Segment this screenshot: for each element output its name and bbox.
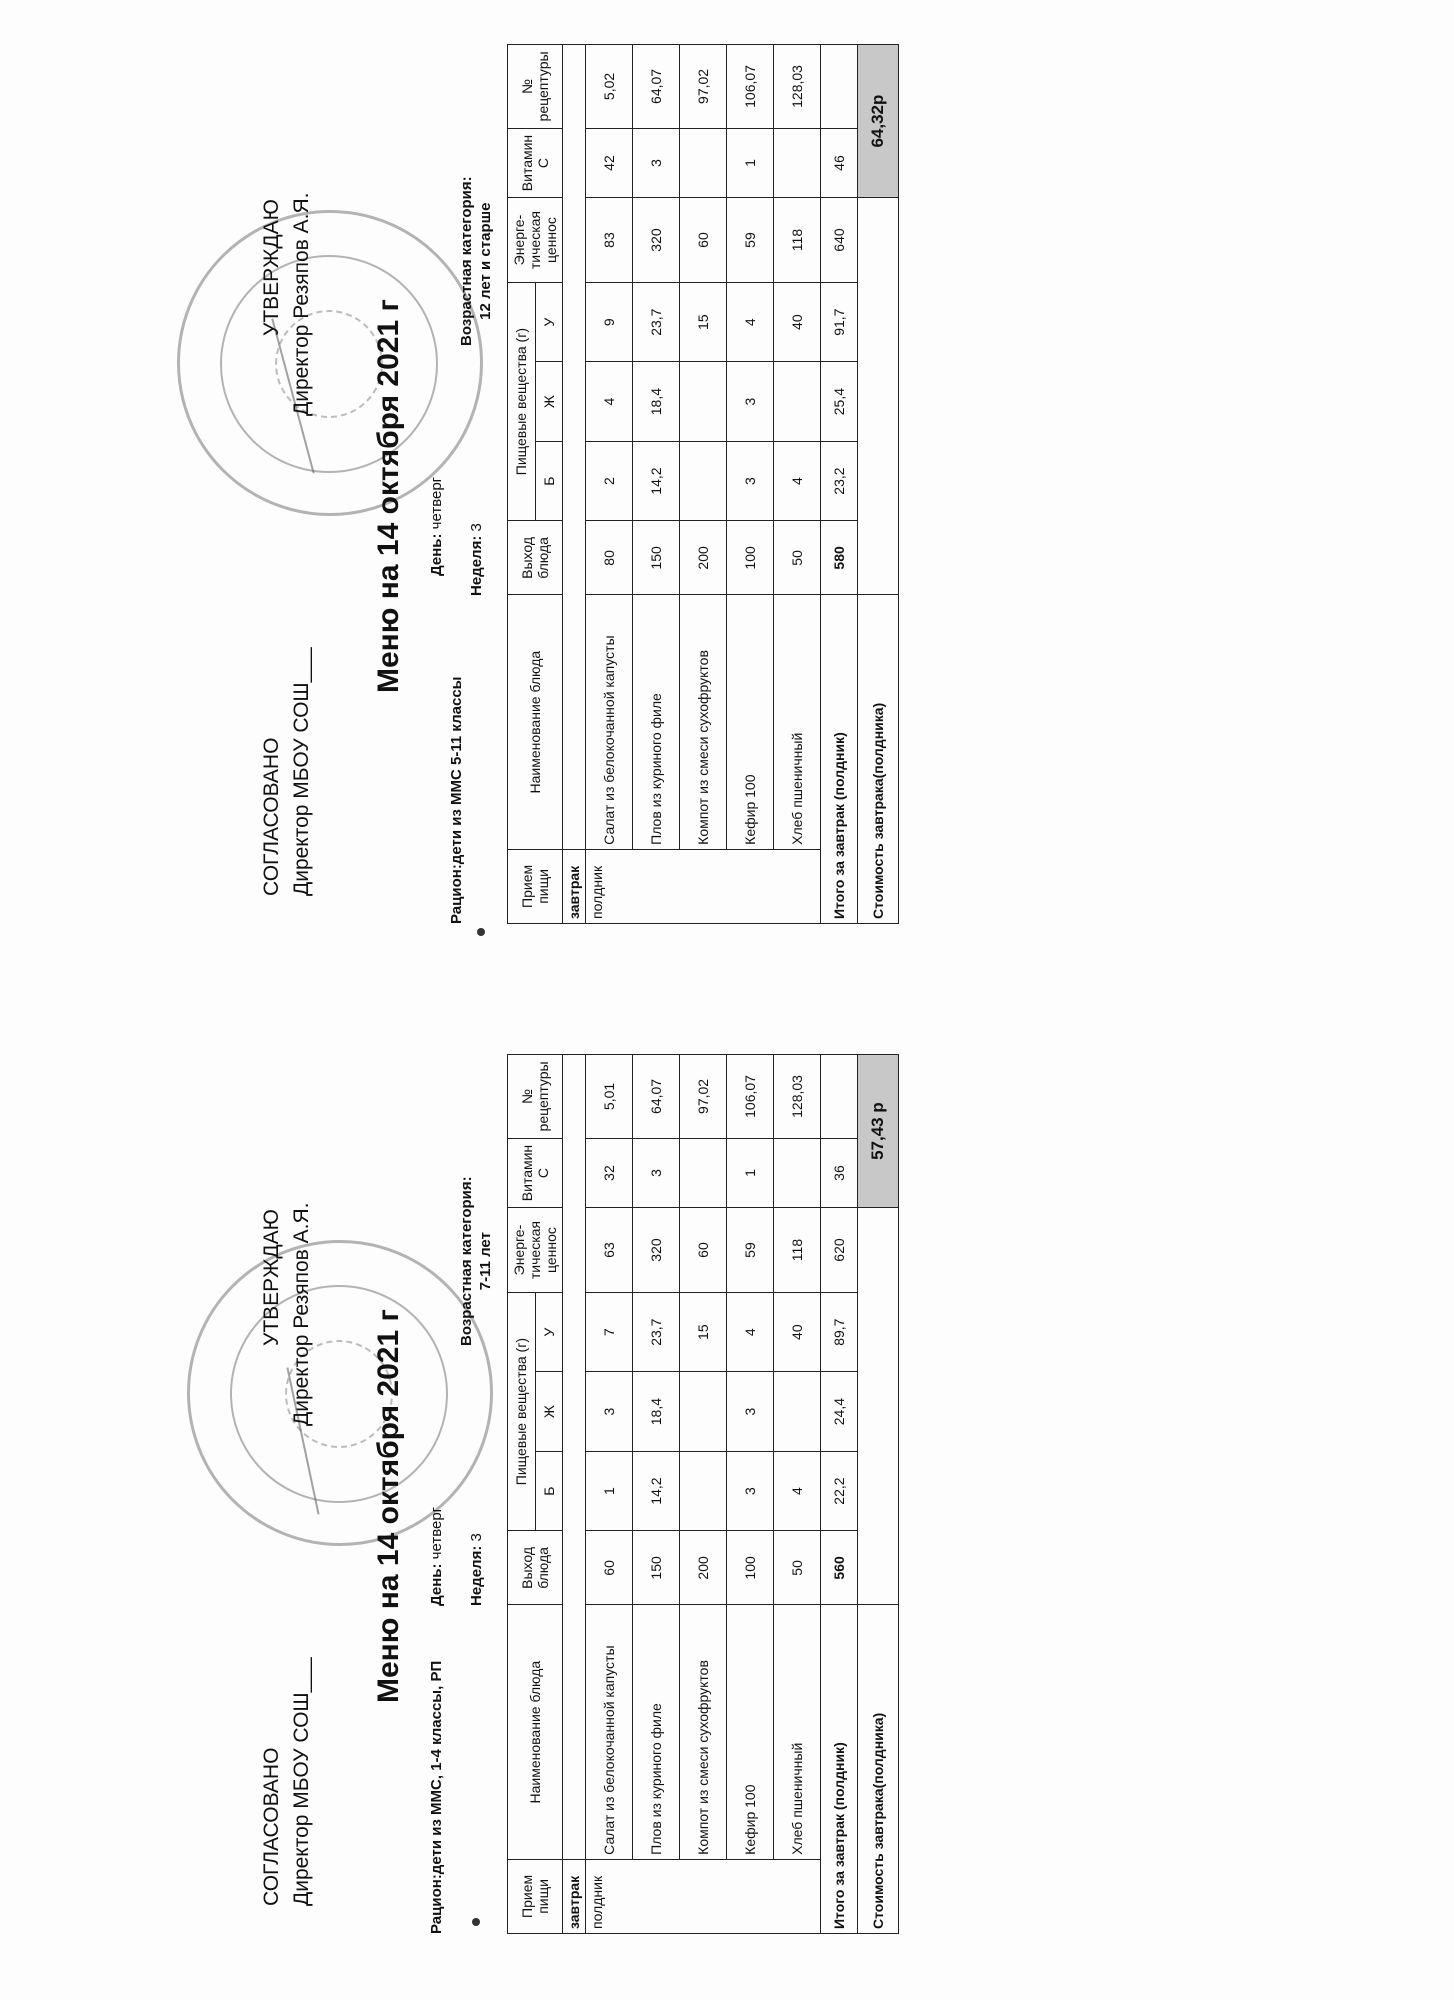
dish-recipe: 128,03: [774, 45, 821, 129]
dish-recipe: 5,01: [586, 1055, 633, 1139]
dish-zh: [680, 1372, 727, 1451]
total-u: 89,7: [821, 1292, 858, 1371]
dish-vitamin: 1: [727, 1138, 774, 1207]
dish-yield: 200: [680, 521, 727, 595]
approved-title: УТВЕРЖДАЮ: [260, 1209, 283, 1346]
dish-energy: 63: [586, 1208, 633, 1293]
total-label: Итого за завтрак (полдник): [821, 595, 858, 924]
agreed-block: [257, 1657, 317, 1906]
total-zh: 24,4: [821, 1372, 858, 1451]
dish-u: 15: [680, 1292, 727, 1371]
dish-name: Хлеб пшеничный: [774, 1605, 821, 1859]
dish-b: [680, 1451, 727, 1530]
dish-zh: [680, 362, 727, 441]
dish-b: 3: [727, 441, 774, 520]
header-nutrients: Пищевые вещества (г): [508, 282, 536, 520]
age-info: [457, 1176, 495, 1346]
age-info: [457, 176, 495, 346]
dish-recipe: 128,03: [774, 1055, 821, 1139]
dish-recipe: 97,02: [680, 45, 727, 129]
week-info: [467, 1533, 486, 1606]
dish-yield: 60: [586, 1531, 633, 1605]
mark-dot: [472, 1918, 480, 1926]
header-yield: Выход блюда: [508, 1531, 563, 1605]
day-value: четверг: [428, 476, 445, 530]
total-b: 22,2: [821, 1451, 858, 1530]
spacer-cell: [563, 45, 586, 850]
header-vitamin: Витамин С: [508, 1138, 563, 1207]
header-b: Б: [535, 441, 563, 520]
ration-label: Рацион:: [428, 1874, 445, 1934]
total-label: Итого за завтрак (полдник): [821, 1605, 858, 1934]
ration-label: Рацион:: [448, 864, 465, 924]
dish-yield: 150: [633, 521, 680, 595]
approved-block: [257, 1203, 317, 1427]
dish-vitamin: [774, 128, 821, 197]
dish-vitamin: 3: [633, 1138, 680, 1207]
header-dish: Наименование блюда: [508, 595, 563, 849]
dish-recipe: 5,02: [586, 45, 633, 129]
week-value: 3: [468, 1533, 485, 1542]
dish-yield: 100: [727, 521, 774, 595]
menu-grades-1-4: [127, 1026, 1327, 1986]
dish-vitamin: [774, 1138, 821, 1207]
dish-zh: 3: [727, 1372, 774, 1451]
total-b: 23,2: [821, 441, 858, 520]
table-row: [727, 1055, 774, 1934]
table-row: [727, 45, 774, 924]
dish-b: 4: [774, 441, 821, 520]
total-row: [821, 45, 858, 924]
header-recipe: № рецептуры: [508, 45, 563, 129]
week-value: 3: [468, 523, 485, 532]
dish-energy: 59: [727, 1208, 774, 1293]
approved-block: [257, 193, 317, 417]
cost-spacer: [858, 1208, 899, 1605]
cost-spacer: [858, 198, 899, 595]
total-yield: 580: [821, 521, 858, 595]
day-info: [427, 1507, 446, 1606]
dish-name: Плов из куриного филе: [633, 595, 680, 849]
day-label: День:: [428, 1563, 445, 1606]
dish-energy: 60: [680, 1208, 727, 1293]
cost-label: Стоимость завтрака(полдника): [858, 595, 899, 924]
dish-name: Плов из куриного филе: [633, 1605, 680, 1859]
total-row: [821, 1055, 858, 1934]
dish-u: 15: [680, 282, 727, 361]
meal-type: полдник: [586, 849, 821, 923]
dish-name: Компот из смеси сухофруктов: [680, 595, 727, 849]
table-row: [633, 1055, 680, 1934]
menu-table: [507, 44, 899, 924]
dish-b: 4: [774, 1451, 821, 1530]
table-row: [774, 1055, 821, 1934]
round-seal-stamp: [177, 210, 483, 516]
total-yield: 560: [821, 1531, 858, 1605]
menu-title: Меню на 14 октября 2021 г: [372, 299, 405, 693]
dish-u: 40: [774, 282, 821, 361]
header-nutrients: Пищевые вещества (г): [508, 1292, 536, 1530]
dish-energy: 60: [680, 198, 727, 283]
day-info: [427, 477, 446, 576]
approved-title: УТВЕРЖДАЮ: [260, 199, 283, 336]
table-row: [633, 45, 680, 924]
dish-b: 2: [586, 441, 633, 520]
header-b: Б: [535, 1451, 563, 1530]
age-value: 7-11 лет: [477, 1232, 494, 1291]
dish-energy: 320: [633, 1208, 680, 1293]
total-u: 91,7: [821, 282, 858, 361]
menu-table: [507, 1054, 899, 1934]
dish-recipe: 106,07: [727, 45, 774, 129]
total-zh: 25,4: [821, 362, 858, 441]
agreed-block: [257, 647, 317, 896]
spacer-cell: [563, 1055, 586, 1860]
header-recipe: № рецептуры: [508, 1055, 563, 1139]
cost-label: Стоимость завтрака(полдника): [858, 1605, 899, 1934]
header-energy: Энерге-тическая ценнос: [508, 1208, 563, 1293]
header-u: У: [535, 282, 563, 361]
dish-zh: 3: [586, 1372, 633, 1451]
table-row: [586, 45, 633, 924]
dish-vitamin: 1: [727, 128, 774, 197]
dish-b: [680, 441, 727, 520]
rotated-page: [127, 14, 1327, 1986]
table-row: [586, 1055, 633, 1934]
week-info: [467, 523, 486, 596]
approved-by: Директор Резяпов А.Я.: [290, 1202, 313, 1426]
ration-value: дети из ММС, 1-4 классы, РП: [428, 1660, 445, 1875]
dish-name: Хлеб пшеничный: [774, 595, 821, 849]
dish-b: 1: [586, 1451, 633, 1530]
dish-u: 9: [586, 282, 633, 361]
dish-yield: 80: [586, 521, 633, 595]
total-energy: 620: [821, 1208, 858, 1293]
dish-energy: 320: [633, 198, 680, 283]
table-row: [774, 45, 821, 924]
age-label: Возрастная категория:: [458, 1176, 475, 1346]
cost-row: [858, 45, 899, 924]
dish-b: 14,2: [633, 1451, 680, 1530]
dish-recipe: 97,02: [680, 1055, 727, 1139]
mark-dot: [477, 928, 485, 936]
meal-section: завтрак: [563, 849, 586, 923]
dish-zh: 3: [727, 362, 774, 441]
dish-name: Салат из белокочанной капусты: [586, 1605, 633, 1859]
dish-u: 23,7: [633, 282, 680, 361]
header-yield: Выход блюда: [508, 521, 563, 595]
header-meal: Прием пищи: [508, 849, 563, 923]
dish-u: 23,7: [633, 1292, 680, 1371]
dish-yield: 50: [774, 1531, 821, 1605]
header-energy: Энерге-тическая ценнос: [508, 198, 563, 283]
dish-yield: 100: [727, 1531, 774, 1605]
dish-energy: 59: [727, 198, 774, 283]
dish-name: Салат из белокочанной капусты: [586, 595, 633, 849]
dish-u: 7: [586, 1292, 633, 1371]
dish-recipe: 106,07: [727, 1055, 774, 1139]
day-value: четверг: [428, 1506, 445, 1560]
dish-energy: 118: [774, 198, 821, 283]
approved-by: Директор Резяпов А.Я.: [290, 192, 313, 416]
dish-yield: 200: [680, 1531, 727, 1605]
agreed-title: СОГЛАСОВАНО: [260, 1747, 283, 1906]
dish-name: Кефир 100: [727, 595, 774, 849]
dish-b: 3: [727, 1451, 774, 1530]
header-vitamin: Витамин С: [508, 128, 563, 197]
round-seal-stamp: [187, 1240, 493, 1546]
table-row: [680, 45, 727, 924]
dish-name: Кефир 100: [727, 1605, 774, 1859]
dish-recipe: 64,07: [633, 1055, 680, 1139]
cost-value: 57,43 р: [858, 1055, 899, 1208]
ration-info: [447, 584, 466, 924]
dish-zh: [774, 1372, 821, 1451]
dish-recipe: 64,07: [633, 45, 680, 129]
age-label: Возрастная категория:: [458, 176, 475, 346]
dish-vitamin: 3: [633, 128, 680, 197]
header-dish: Наименование блюда: [508, 1605, 563, 1859]
dish-u: 4: [727, 1292, 774, 1371]
header-zh: Ж: [535, 1372, 563, 1451]
dish-vitamin: 42: [586, 128, 633, 197]
dish-b: 14,2: [633, 441, 680, 520]
dish-vitamin: [680, 128, 727, 197]
dish-zh: [774, 362, 821, 441]
header-zh: Ж: [535, 362, 563, 441]
total-recipe-empty: [821, 45, 858, 129]
header-u: У: [535, 1292, 563, 1371]
dish-u: 4: [727, 282, 774, 361]
cost-row: [858, 1055, 899, 1934]
week-label: Неделя:: [468, 535, 485, 596]
dish-zh: 18,4: [633, 362, 680, 441]
menu-grades-5-11: [127, 16, 1327, 976]
menu-title: Меню на 14 октября 2021 г: [372, 1309, 405, 1703]
ration-value: дети из ММС 5-11 классы: [448, 676, 465, 865]
dish-vitamin: 32: [586, 1138, 633, 1207]
dish-energy: 83: [586, 198, 633, 283]
total-energy: 640: [821, 198, 858, 283]
total-vitamin: 46: [821, 128, 858, 197]
dish-u: 40: [774, 1292, 821, 1371]
agreed-title: СОГЛАСОВАНО: [260, 737, 283, 896]
day-label: День:: [428, 533, 445, 576]
dish-yield: 50: [774, 521, 821, 595]
week-label: Неделя:: [468, 1545, 485, 1606]
cost-value: 64,32р: [858, 45, 899, 198]
agreed-by: Директор МБОУ СОШ___: [290, 647, 313, 896]
meal-type: полдник: [586, 1859, 821, 1933]
dish-vitamin: [680, 1138, 727, 1207]
age-value: 12 лет и старше: [477, 202, 494, 320]
dish-yield: 150: [633, 1531, 680, 1605]
total-vitamin: 36: [821, 1138, 858, 1207]
dish-name: Компот из смеси сухофруктов: [680, 1605, 727, 1859]
agreed-by: Директор МБОУ СОШ___: [290, 1657, 313, 1906]
dish-zh: 4: [586, 362, 633, 441]
dish-zh: 18,4: [633, 1372, 680, 1451]
meal-section: завтрак: [563, 1859, 586, 1933]
ration-info: [427, 1634, 446, 1934]
table-row: [680, 1055, 727, 1934]
total-recipe-empty: [821, 1055, 858, 1139]
dish-energy: 118: [774, 1208, 821, 1293]
header-meal: Прием пищи: [508, 1859, 563, 1933]
